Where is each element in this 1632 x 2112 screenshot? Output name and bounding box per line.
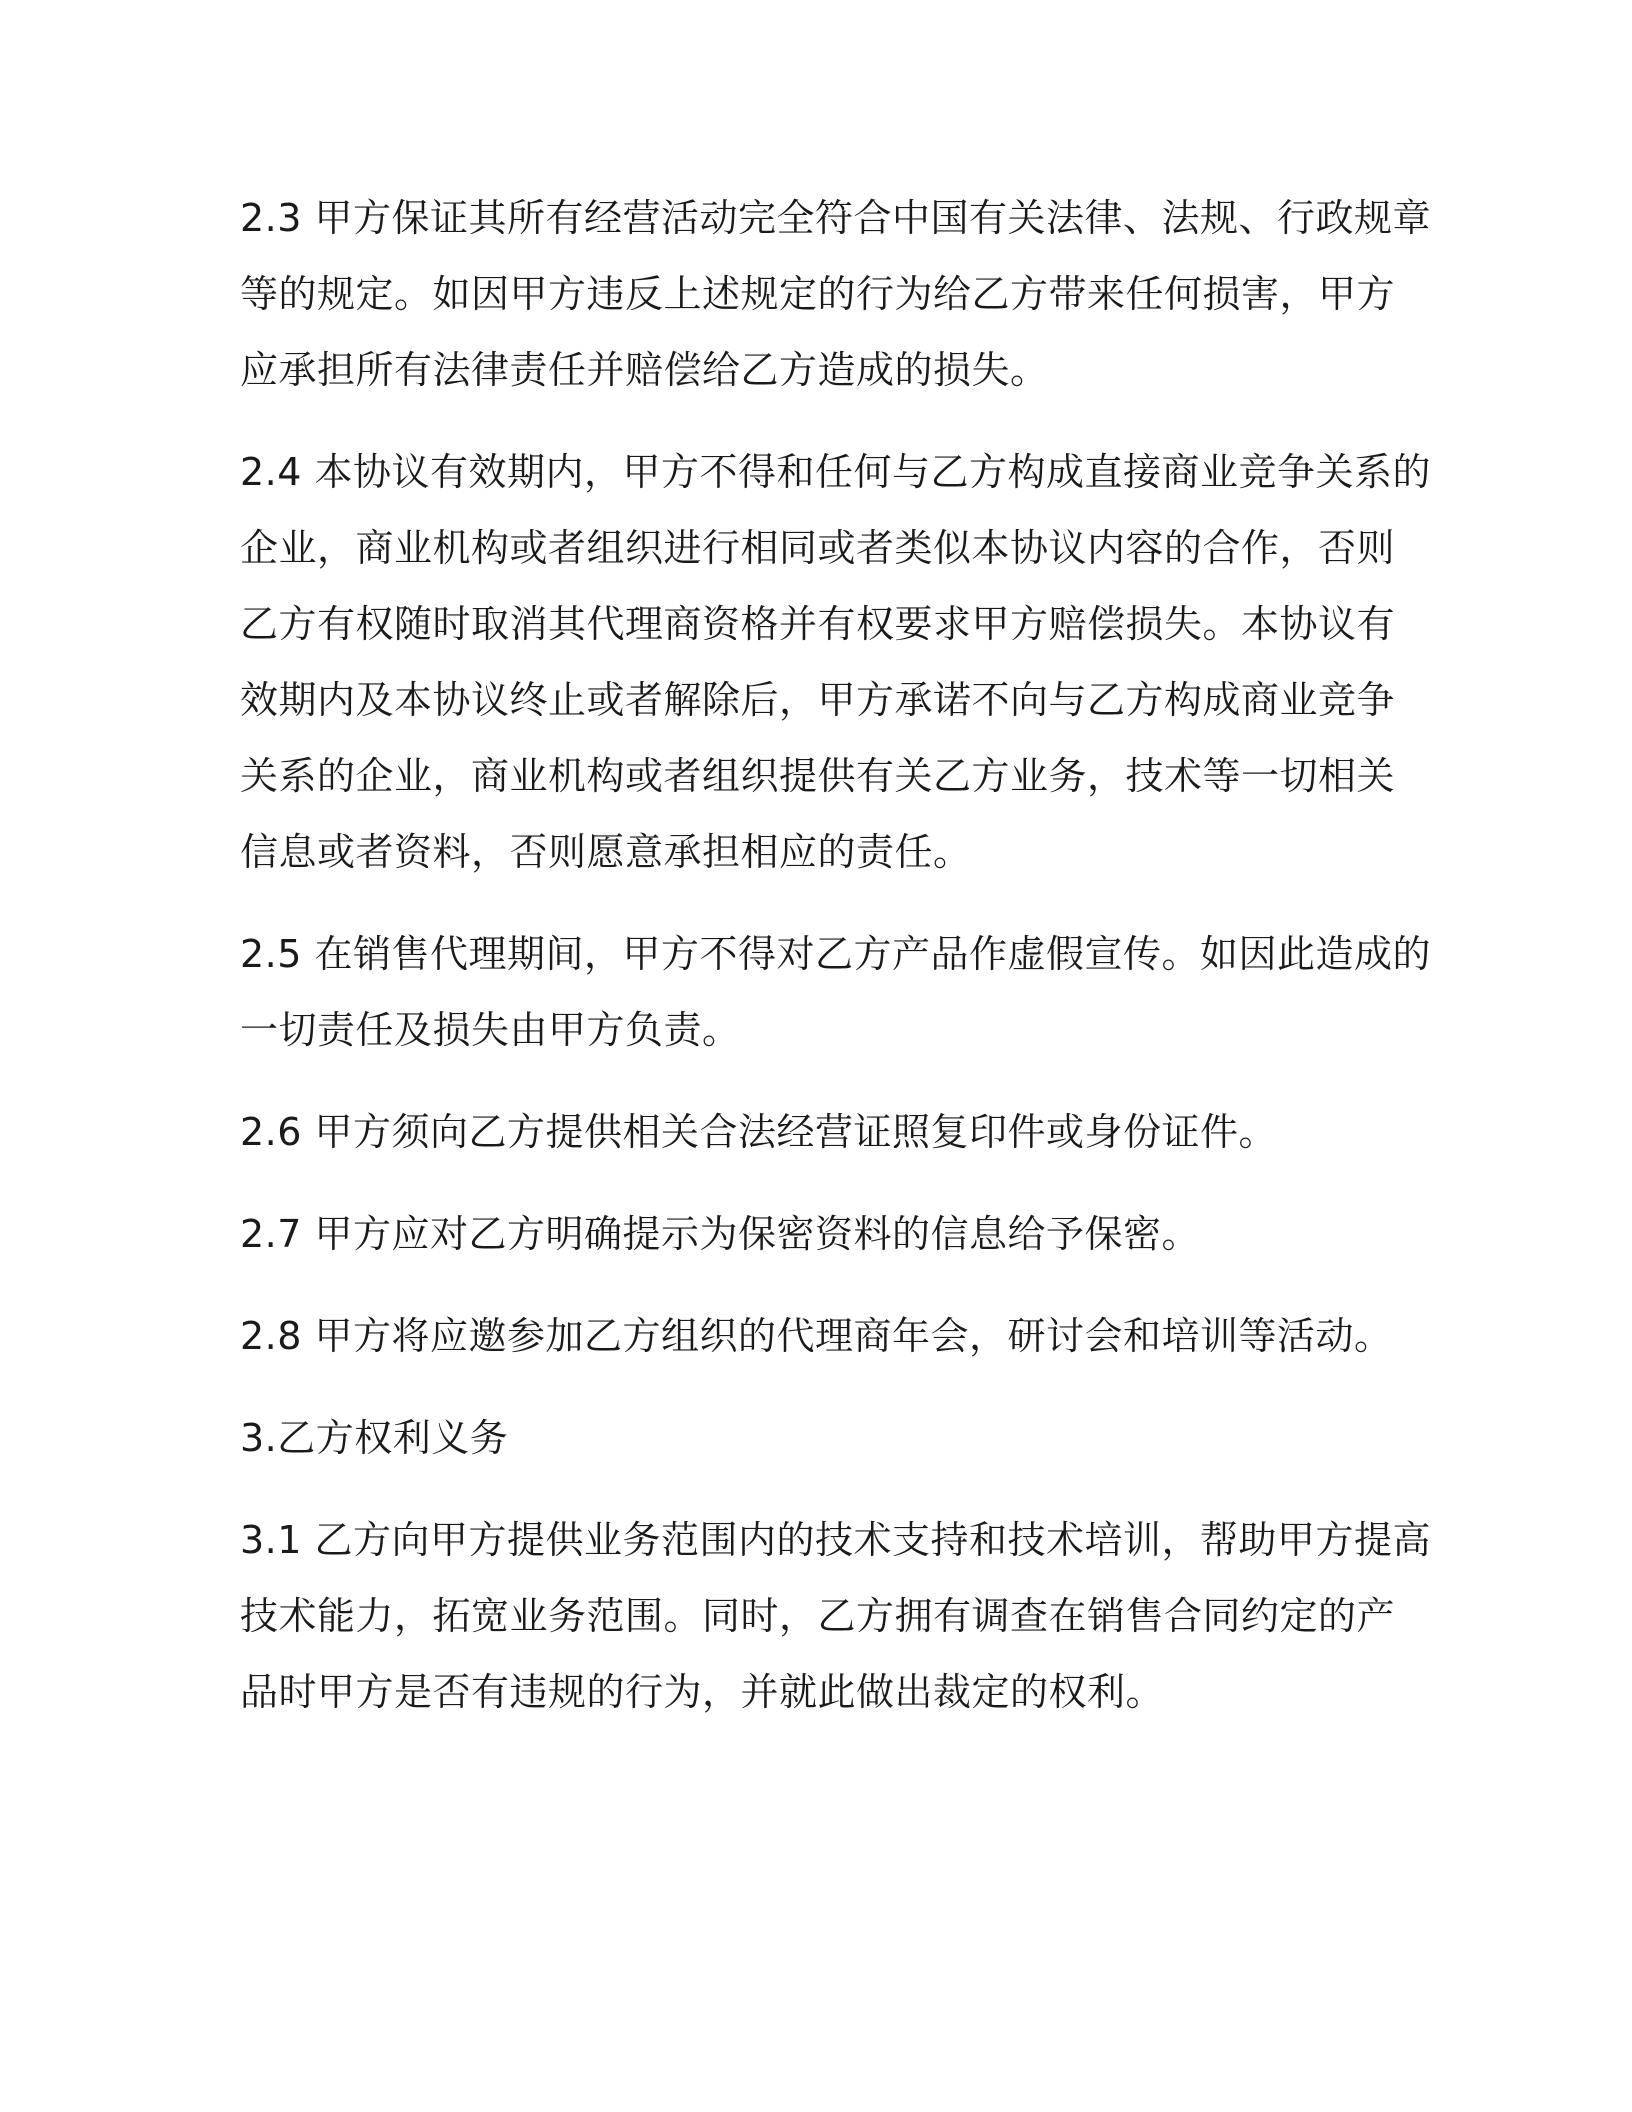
text-line: 企业，商业机构或者组织进行相同或者类似本协议内容的合作，否则 [240, 526, 1396, 570]
text-line: 技术能力，拓宽业务范围。同时，乙方拥有调查在销售合同约定的产 [240, 1594, 1396, 1638]
text-line: 关系的企业，商业机构或者组织提供有关乙方业务，技术等一切相关 [240, 754, 1396, 798]
clause-2-4 [240, 434, 1432, 890]
section-3-heading [240, 1400, 1400, 1476]
clause-2-3 [240, 180, 1432, 408]
document-body [240, 180, 1432, 1756]
text-line: 效期内及本协议终止或者解除后，甲方承诺不向与乙方构成商业竞争 [240, 678, 1396, 722]
text-line: 品时甲方是否有违规的行为，并就此做出裁定的权利。 [240, 1670, 1165, 1714]
text-line: 等的规定。如因甲方违反上述规定的行为给乙方带来任何损害，甲方 [240, 272, 1396, 316]
text-line: 应承担所有法律责任并赔偿给乙方造成的损失。 [240, 348, 1049, 392]
text-line: 2.4 本协议有效期内，甲方不得和任何与乙方构成直接商业竞争关系的 [240, 450, 1432, 494]
clause-2-6 [240, 1094, 1400, 1170]
clause-2-8 [240, 1298, 1400, 1374]
text-line: 2.5 在销售代理期间，甲方不得对乙方产品作虚假宣传。如因此造成的 [240, 932, 1432, 976]
text-line: 2.7 甲方应对乙方明确提示为保密资料的信息给予保密。 [240, 1212, 1201, 1256]
text-line: 2.6 甲方须向乙方提供相关合法经营证照复印件或身份证件。 [240, 1110, 1278, 1154]
clause-2-7 [240, 1196, 1400, 1272]
text-line: 信息或者资料，否则愿意承担相应的责任。 [240, 830, 972, 874]
text-line: 乙方有权随时取消其代理商资格并有权要求甲方赔偿损失。本协议有 [240, 602, 1396, 646]
clause-3-1 [240, 1502, 1432, 1730]
text-line: 3.1 乙方向甲方提供业务范围内的技术支持和技术培训，帮助甲方提高 [240, 1518, 1432, 1562]
clause-2-5 [240, 916, 1432, 1068]
text-line: 一切责任及损失由甲方负责。 [240, 1008, 741, 1052]
text-line: 2.8 甲方将应邀参加乙方组织的代理商年会，研讨会和培训等活动。 [240, 1314, 1393, 1358]
text-line: 3.乙方权利义务 [240, 1416, 509, 1460]
text-line: 2.3 甲方保证其所有经营活动完全符合中国有关法律、法规、行政规章 [240, 196, 1432, 240]
